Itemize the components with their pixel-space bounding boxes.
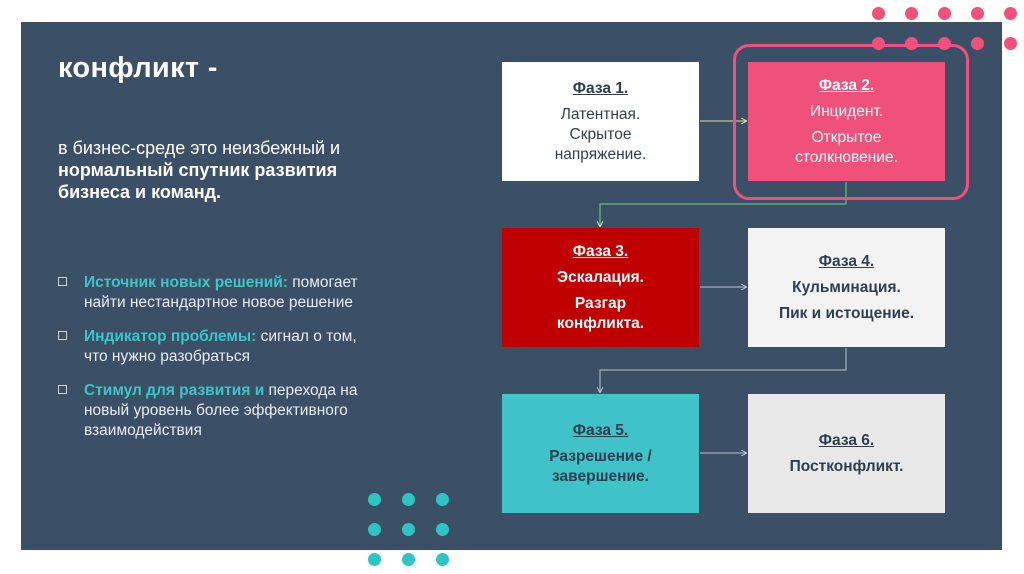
phase-1-box: [502, 62, 699, 181]
phase-line: конфликта.: [556, 314, 645, 332]
phase-title: Фаза 5.: [572, 421, 629, 439]
phase-line: Разгар: [574, 294, 627, 312]
phase-line: Кульминация.: [792, 278, 901, 296]
phase-line: Пик и истощение.: [778, 304, 915, 322]
phase-4-box: [748, 228, 945, 347]
phase-6-box: [748, 394, 945, 513]
phase-line: Эскалация.: [557, 268, 644, 286]
phase-title: Фаза 2.: [818, 76, 875, 94]
phase-line: Инцидент.: [809, 102, 884, 120]
phase-line: Разрешение /: [549, 447, 652, 465]
bullet-text: сигнал о том, что нужно разобраться: [84, 328, 357, 365]
phase-line: столкновение.: [795, 148, 898, 166]
phase-line: Постконфликт.: [789, 457, 904, 475]
phase-title: Фаза 6.: [818, 431, 875, 449]
phase-title: Фаза 3.: [572, 242, 629, 260]
phase-line: завершение.: [552, 467, 649, 485]
phase-3-box: [502, 228, 699, 347]
bullet-highlight: Источник новых решений:: [84, 274, 288, 291]
slide-title: конфликт -: [58, 52, 218, 84]
phase-5-box: [502, 394, 699, 513]
phase-line: напряжение.: [554, 145, 647, 163]
phase-title: Фаза 4.: [818, 252, 875, 270]
bullet-text: перехода на новый уровень более эффективного взаимодействия: [84, 382, 358, 439]
intro-normal: в бизнес-среде это неизбежный и: [58, 138, 341, 158]
phase-2-box: [748, 62, 945, 181]
phase-title: Фаза 1.: [572, 79, 629, 97]
bullet-highlight: Индикатор проблемы:: [84, 328, 257, 345]
bullet-text: помогает найти нестандартное новое решение: [84, 274, 358, 311]
arrow-4-5: [600, 348, 846, 392]
bullet-highlight: Стимул для развития и: [84, 382, 265, 399]
phase-line: Скрытое: [569, 125, 632, 143]
intro-bold: нормальный спутник развития бизнеса и команд.: [58, 160, 338, 202]
phase-line: Открытое: [811, 128, 882, 146]
phase-line: Латентная.: [560, 105, 641, 123]
